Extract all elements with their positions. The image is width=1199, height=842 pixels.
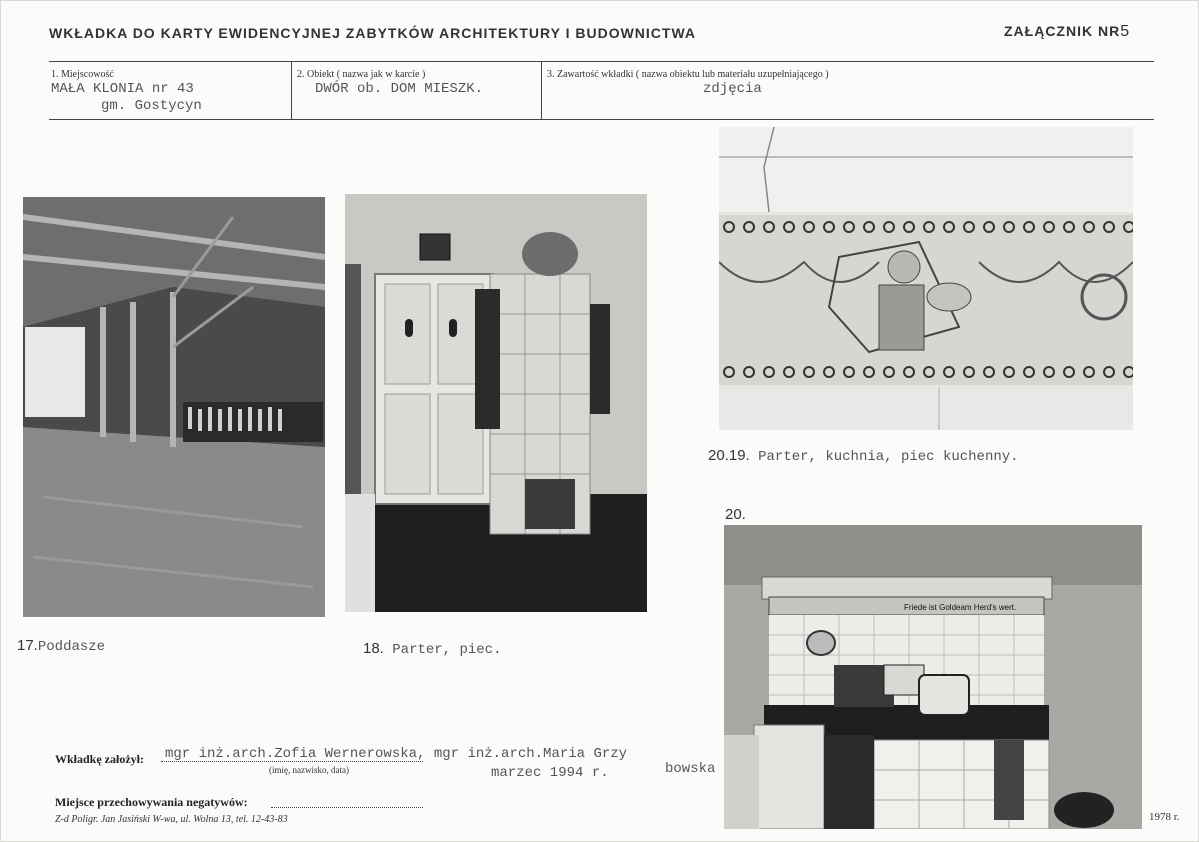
caption-text-18: Parter, piec.	[392, 642, 502, 658]
content-label: 3. Zawartość wkładki ( nazwa obiektu lub materiału uzupełniającego )	[547, 69, 829, 80]
caption-photo-18	[363, 640, 501, 658]
founder-hint: (imię, nazwisko, data)	[269, 765, 349, 775]
place-label: 1. Miejscowość	[51, 69, 114, 80]
caption-number-19: 20.19.	[708, 447, 750, 464]
form-year: 1978 r.	[1149, 811, 1180, 823]
annex-label	[1004, 23, 1130, 41]
object-value: DWÓR ob. DOM MIESZK.	[315, 81, 484, 97]
caption-number-20: 20.	[725, 506, 746, 523]
date-value: marzec 1994 r.	[491, 765, 609, 781]
founder-value-continued: bowska	[665, 761, 716, 777]
photo-attic	[23, 197, 325, 617]
field-divider-2	[541, 61, 542, 119]
tile-inscription: Friede ist Goldeam Herd's wert.	[904, 603, 1017, 612]
field-divider-1	[291, 61, 292, 119]
caption-text-19: Parter, kuchnia, piec kuchenny.	[758, 449, 1019, 465]
header-rule-bottom	[49, 119, 1154, 120]
caption-photo-17	[17, 637, 105, 655]
caption-photo-19	[708, 447, 1019, 465]
founder-value: mgr inż.arch.Zofia Wernerowska, mgr inż.arch.Maria Grzy	[165, 746, 628, 762]
caption-number-18: 18.	[363, 640, 384, 657]
header-rule-top	[49, 61, 1154, 62]
printer-imprint: Z-d Poligr. Jan Jasiński W-wa, ul. Wolna 13, tel. 12-43-83	[55, 814, 288, 825]
photo-stove-room	[345, 194, 647, 612]
caption-photo-20	[725, 506, 746, 524]
sheet-title: WKŁADKA DO KARTY EWIDENCYJNEJ ZABYTKÓW ARCHITEKTURY I BUDOWNICTWA	[49, 25, 697, 41]
founder-label: Wkładkę założył:	[55, 752, 144, 766]
content-value: zdjęcia	[703, 81, 762, 97]
negatives-label: Miejsce przechowywania negatywów:	[55, 795, 248, 809]
photo-tile-frieze	[719, 127, 1133, 430]
photo-kitchen-stove	[724, 525, 1142, 829]
annex-number: 5	[1120, 23, 1131, 40]
caption-text-17: Poddasze	[37, 639, 106, 655]
negatives-dotted-line	[271, 807, 423, 808]
place-value-line2: gm. Gostycyn	[101, 98, 202, 114]
place-value-line1: MAŁA KLONIA nr 43	[51, 81, 194, 97]
annex-label-text: ZAŁĄCZNIK NR	[1004, 23, 1121, 39]
caption-number-17: 17.	[17, 637, 38, 654]
object-label: 2. Obiekt ( nazwa jak w karcie )	[297, 69, 426, 80]
